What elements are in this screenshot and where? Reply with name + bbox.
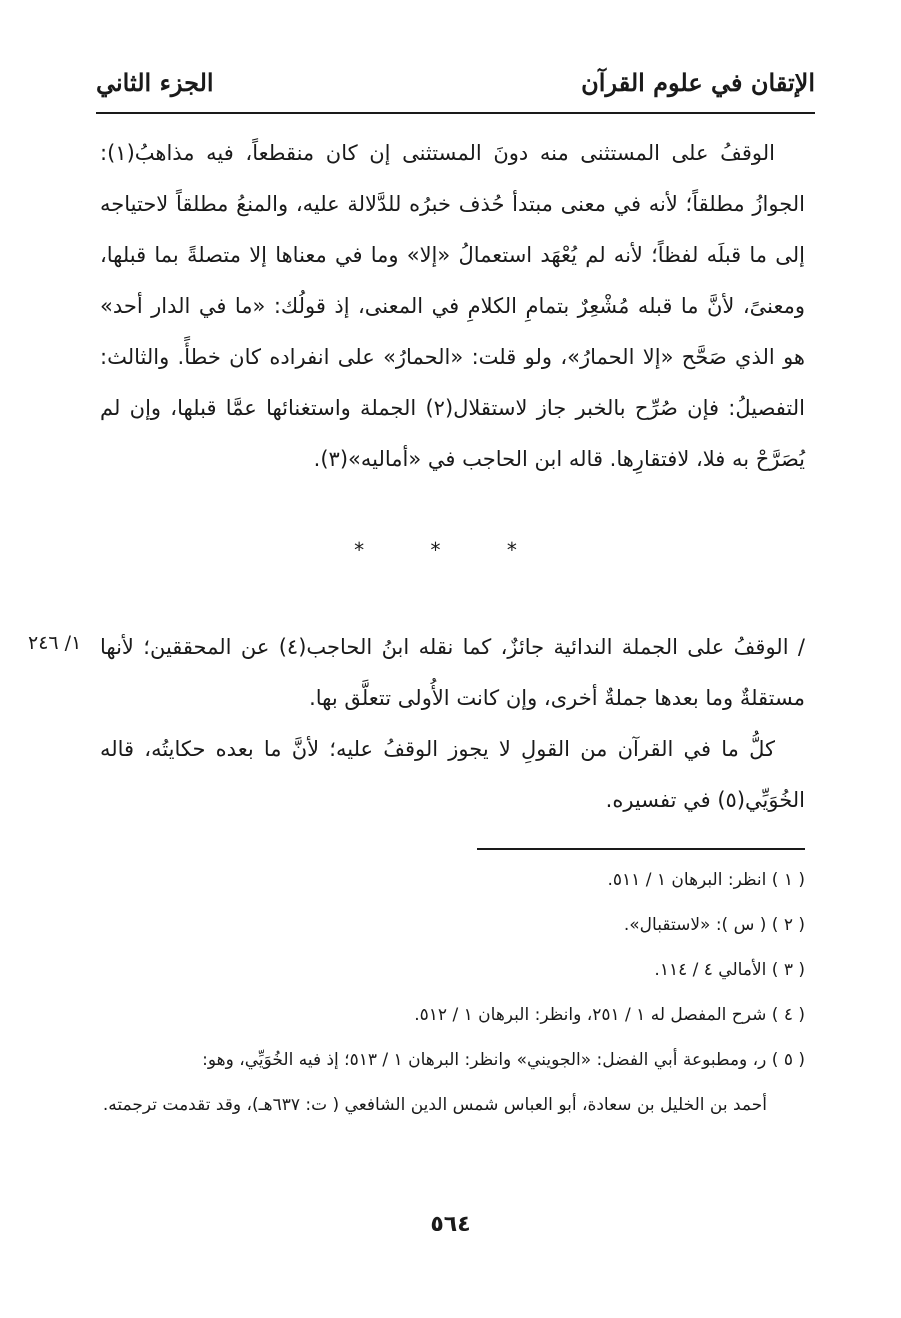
margin-reference: ١/ ٢٤٦ [28,632,82,654]
book-title: الإتقان في علوم القرآن [581,67,815,97]
section-separator: * * * [354,538,547,562]
footnote-4: ( ٤ ) شرح المفصل له ١ / ٢٥١، وانظر: البرهان ١ / ٥١٢. [414,1005,805,1025]
running-header [96,60,815,104]
footnotes [100,858,805,1128]
section-two [100,622,805,826]
footnote-5: ( ٥ ) ر، ومطبوعة أبي الفضل: «الجويني» وانظر: البرهان ١ / ٥١٣؛ إذ فيه الخُوَيِّي، وهو: [202,1050,805,1070]
volume-label: الجزء الثاني [96,67,214,97]
section-two-paragraph-1: / الوقفُ على الجملة الندائية جائزٌ، كما نقله ابنُ الحاجب(٤) عن المحققين؛ لأنها مستقلةٌ وما بعدها جملةٌ أخرى، وإن كانت الأُولى تتعلَّق بها. [100,635,805,710]
section-two-paragraph-2: كلُّ ما في القرآن من القولِ لا يجوز الوقفُ عليه؛ لأنَّ ما بعده حكايتُه، قاله الخُوَيِّي(٥) في تفسيره. [100,737,805,812]
footnote-rule [477,848,805,850]
section-one [100,128,805,485]
footnote-1: ( ١ ) انظر: البرهان ١ / ٥١١. [607,870,805,890]
header-rule [96,112,815,114]
footnote-5-continuation: أحمد بن الخليل بن سعادة، أبو العباس شمس الدين الشافعي ( ت: ٦٣٧هـ)، وقد تقدمت ترجمته. [102,1095,767,1115]
page-number: ٥٦٤ [430,1212,471,1237]
footnote-3: ( ٣ ) الأمالي ٤ / ١١٤. [654,960,805,980]
section-one-paragraph: الوقفُ على المستثنى منه دونَ المستثنى إن كان منقطعاً، فيه مذاهبُ(١): الجوازُ مطلقاً؛ لأنه في معنى مبتدأ حُذف خبرُه للدَّلالة عليه، والمنعُ مطلقاً لاحتياجه إلى ما قبلَه لفظاً؛ لأنه لم يُعْهَد استعمالُ «إلا» وما في معناها إلا متصلةً بما قبلها، ومعنىً، لأنَّ ما قبله مُشْعِرٌ بتمامِ الكلامِ في المعنى، إذ قولُك: «ما في الدار أحد» هو الذي صَحَّح «إلا الحمارُ»، ولو قلت: «الحمارُ» على انفراده كان خطأً. والثالث: التفصيلُ: فإن صُرِّح بالخبر جاز لاستقلال(٢) الجملة واستغنائها عمَّا قبلها، وإن لم يُصَرَّحْ به فلا، لافتقارِها. قاله ابن الحاجب في «أماليه»(٣). [100,141,805,471]
footnote-2: ( ٢ ) ( س ): «لاستقبال». [623,915,805,935]
